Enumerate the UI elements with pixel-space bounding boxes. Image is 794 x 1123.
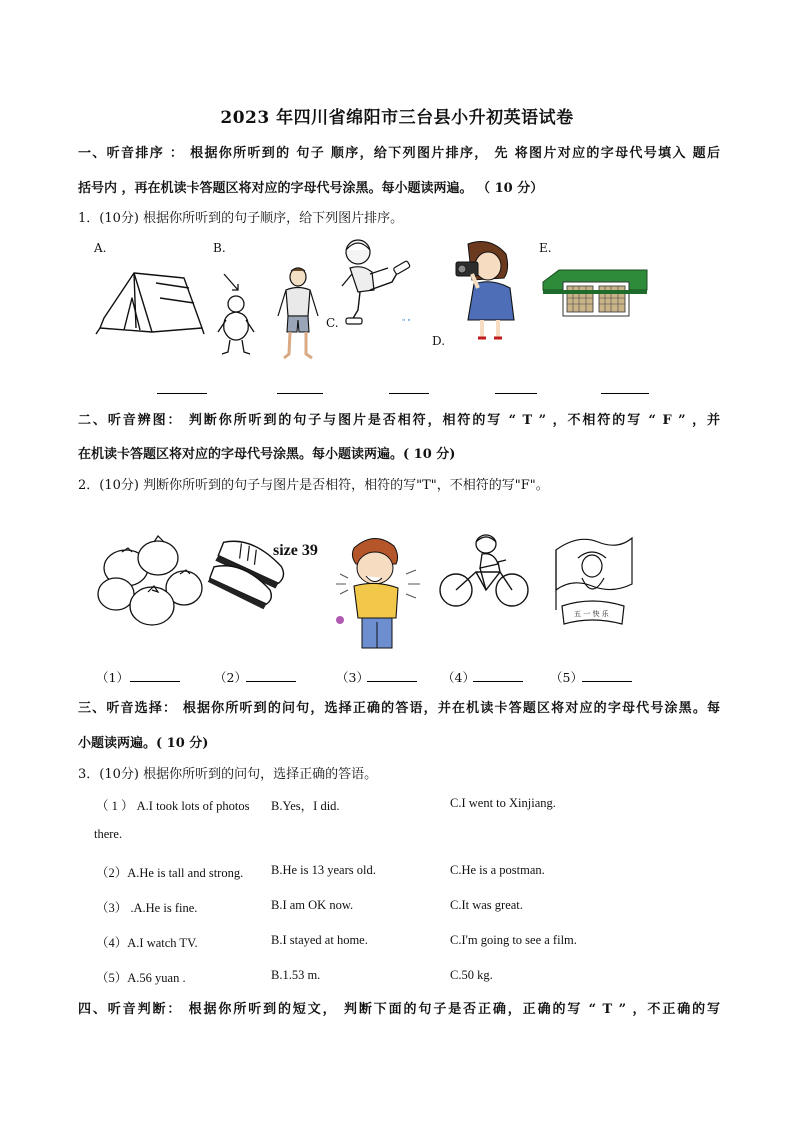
q3-item5-option-b[interactable]: B.1.53 m. (271, 968, 321, 982)
may-day-picture (548, 528, 636, 632)
tent-picture (94, 268, 204, 336)
q3-item4-option-b[interactable]: B.I stayed at home. (271, 933, 368, 947)
picture-label-b: B. (213, 241, 226, 255)
answer-blank-5[interactable] (601, 393, 649, 394)
blank-label-4: （4） (442, 670, 475, 685)
section3-heading-line2: 小题读两遍。( 10 分) (78, 736, 209, 751)
svg-text:" ": " " (402, 318, 411, 326)
cyclist-picture (438, 532, 530, 612)
answer-blank-2-4[interactable] (473, 681, 523, 682)
section2-heading-line1: 二、听音辨图： 判断你所听到的句子与图片是否相符，相符的写 “ T ” ，不相符的写 “ F ” ，并 (78, 413, 720, 428)
answer-blank-3[interactable] (389, 393, 429, 394)
section4-heading-line1: 四、听音判断： 根据你所听到的短文， 判断下面的句子是否正确，正确的写 “ T ” ，不正确的写 (78, 1002, 720, 1017)
building-picture (539, 268, 651, 320)
answer-blank-2-2[interactable] (246, 681, 296, 682)
answer-blank-1[interactable] (157, 393, 207, 394)
q3-item3-option-a[interactable]: （3） .A.He is fine. (96, 901, 198, 915)
q3-item4-option-c[interactable]: C.I'm going to see a film. (450, 933, 577, 947)
shoes-picture (206, 528, 290, 608)
blank-label-3: （3） (336, 670, 369, 685)
section3-heading-line1: 三、听音选择： 根据你所听到的问句，选择正确的答语，并在机读卡答题区将对应的字母代号涂黑。每 (78, 701, 720, 716)
question-1-prompt: 1．(10分) 根据你所听到的句子顺序，给下列图片排序。 (78, 211, 404, 226)
answer-blank-2-5[interactable] (582, 681, 632, 682)
short-man-picture (214, 272, 260, 358)
answer-blank-2-3[interactable] (367, 681, 417, 682)
q3-item1-option-a[interactable]: （ 1 ） A.I took lots of photos (96, 799, 250, 813)
answer-blank-2-1[interactable] (130, 681, 180, 682)
picture-label-e: E. (539, 241, 552, 255)
section2-heading-line2: 在机读卡答题区将对应的字母代号涂黑。每小题读两遍。( 10 分) (78, 447, 456, 462)
q3-item1-option-c[interactable]: C.I went to Xinjiang. (450, 796, 556, 810)
q3-item5-option-a[interactable]: （5）A.56 yuan . (96, 971, 186, 985)
blank-label-1: （1） (96, 670, 129, 685)
question-2-prompt: 2．(10分) 判断你所听到的句子与图片是否相符，相符的写"T"，不相符的写"F"。 (78, 478, 549, 493)
tomatoes-picture (96, 534, 204, 628)
page-title: 2023 年四川省绵阳市三台县小升初英语试卷 (220, 108, 574, 128)
q3-item2-option-a[interactable]: （2）A.He is tall and strong. (96, 866, 244, 880)
answer-blank-4[interactable] (495, 393, 537, 394)
girl-camera-picture (448, 240, 522, 346)
blank-label-2: （2） (214, 670, 247, 685)
section1-heading-line2: 括号内 ，再在机读卡答题区将对应的字母代号涂黑。每小题读两遍。 （ 10 分） (78, 181, 544, 196)
q3-item4-option-a[interactable]: （4）A.I watch TV. (96, 936, 198, 950)
picture-label-a: A. (94, 241, 107, 255)
picture-label-d: D. (432, 334, 446, 348)
question-3-prompt: 3．(10分) 根据你所听到的问句，选择正确的答语。 (78, 767, 378, 782)
section1-heading-line1: 一、听音排序 ： 根据你所听到的 句子 顺序，给下列图片排序， 先 将图片对应的字母代号填入 题后 (78, 146, 720, 161)
q3-item2-option-c[interactable]: C.He is a postman. (450, 863, 545, 877)
sick-boy-picture (330, 534, 426, 652)
q3-item3-option-b[interactable]: B.I am OK now. (271, 898, 354, 912)
banner-text: 五 一 快 乐 (574, 610, 609, 618)
q3-item1-option-b[interactable]: B.Yes，I did. (271, 799, 340, 813)
answer-blank-2[interactable] (277, 393, 323, 394)
picture-label-c: C. (326, 316, 339, 330)
q3-item5-option-c[interactable]: C.50 kg. (450, 968, 493, 982)
q3-item1-option-a-continued: there. (94, 827, 123, 841)
q3-item3-option-c[interactable]: C.It was great. (450, 898, 523, 912)
skating-boy-picture (340, 238, 420, 328)
q3-item2-option-b[interactable]: B.He is 13 years old. (271, 863, 376, 877)
tall-man-picture (272, 266, 324, 364)
shoe-size-label: size 39 (273, 542, 318, 559)
blank-label-5: （5） (550, 670, 583, 685)
